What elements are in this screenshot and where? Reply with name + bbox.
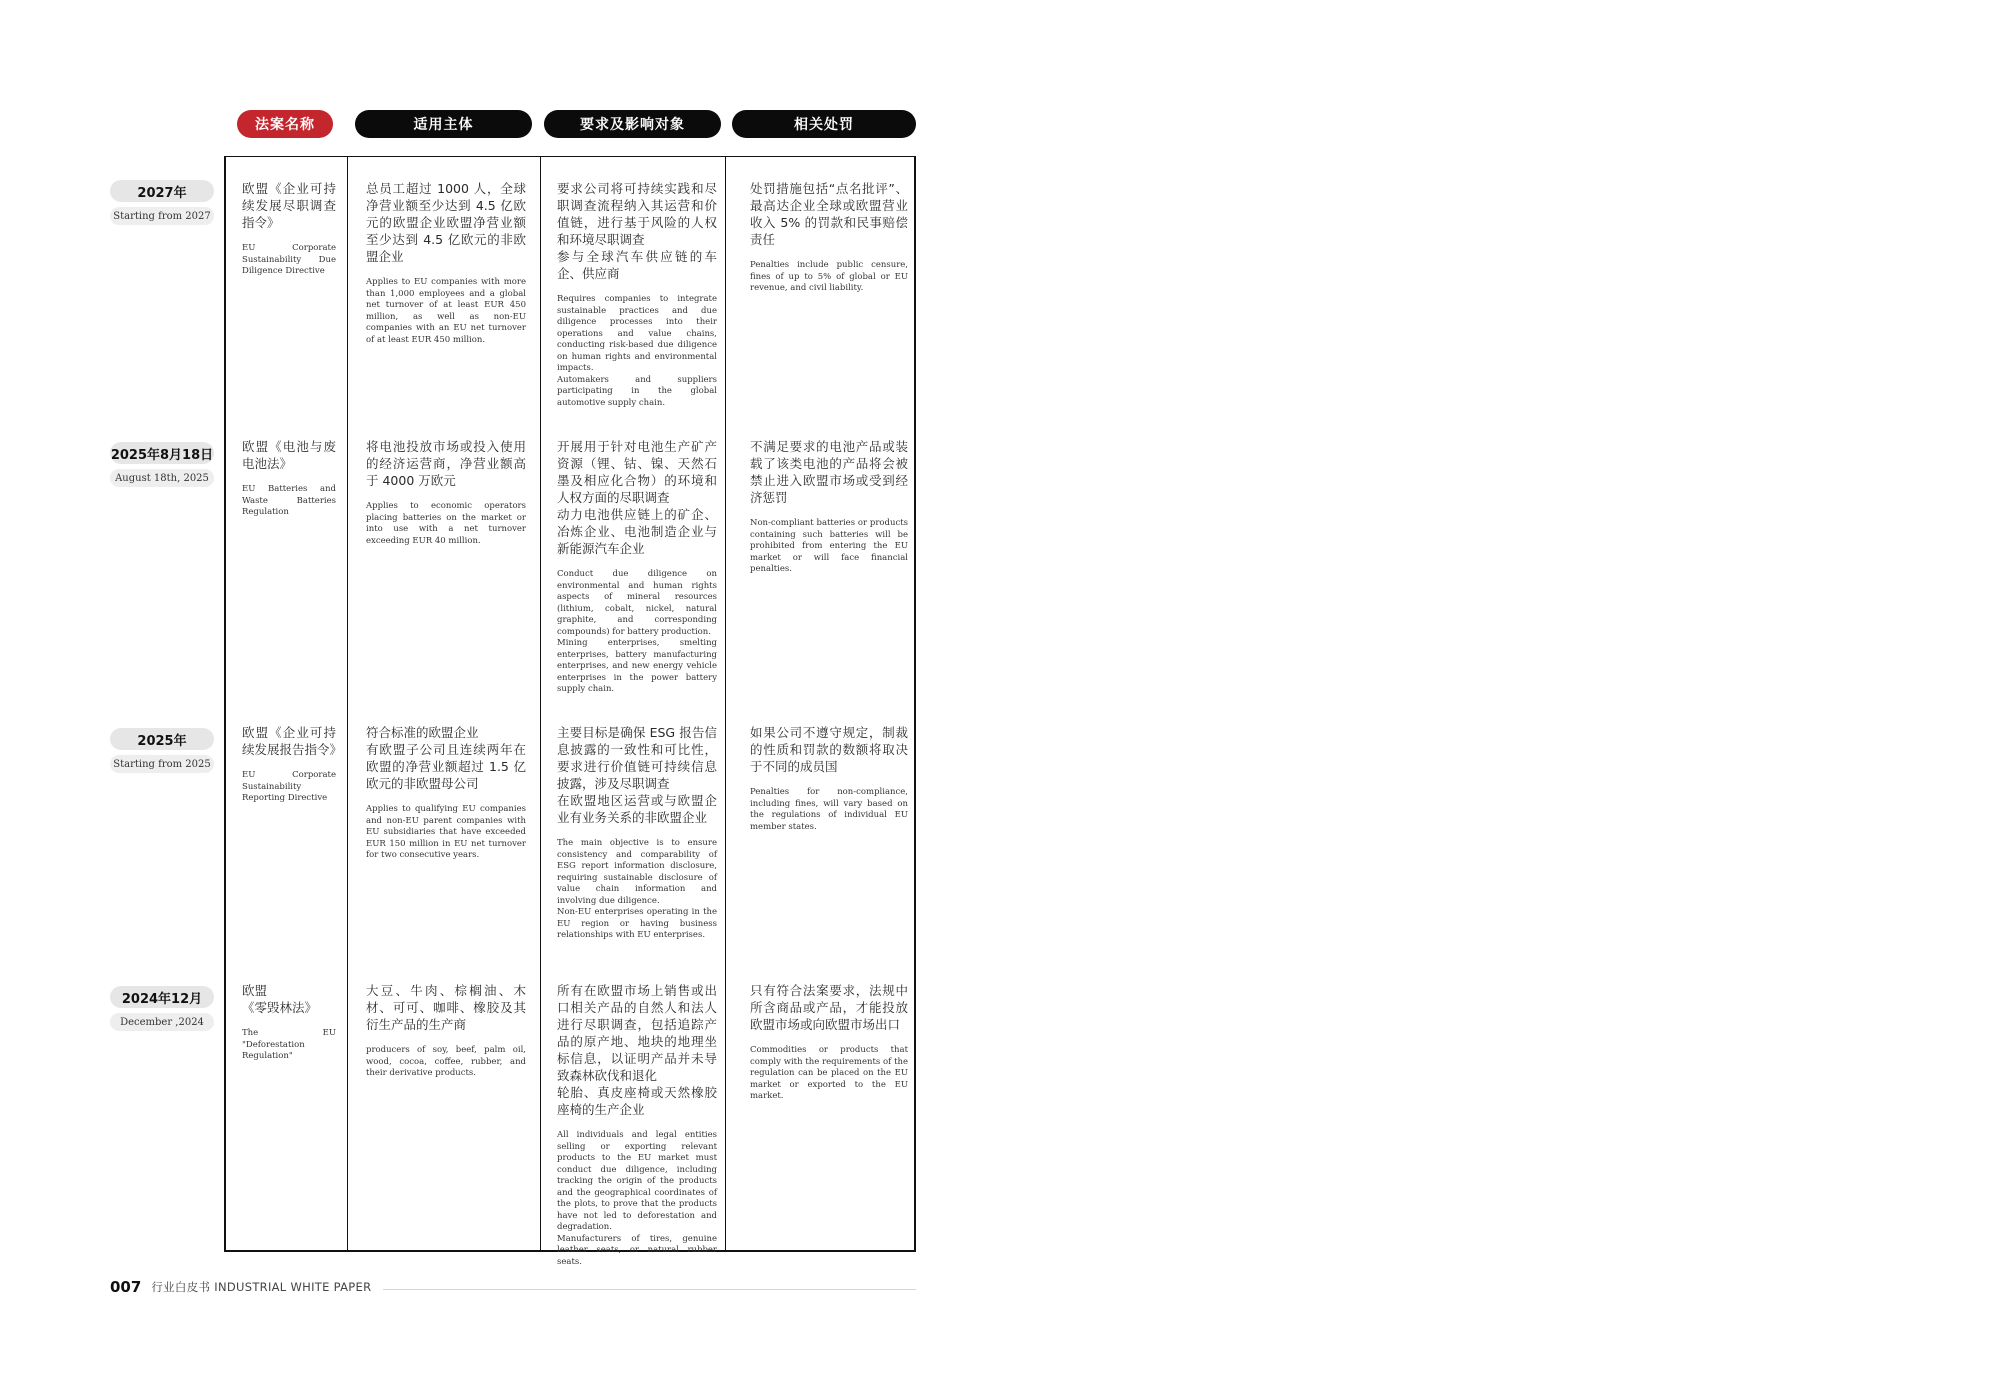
- law-name-zh: 欧盟《企业可持续发展报告指令》: [242, 725, 343, 757]
- penalty-cell: [750, 438, 908, 576]
- penalty-en: Penalties for non-compliance, including fines, will vary based on the regulations of individual EU member states.: [750, 787, 908, 832]
- requirements-cell: [557, 438, 717, 696]
- penalty-en: Commodities or products that comply with the requirements of the regulation can be placed on the EU market or exported to the EU market.: [750, 1045, 908, 1101]
- year-label: [110, 180, 214, 225]
- page-number: 007: [110, 1278, 142, 1296]
- penalty-cell: [750, 180, 908, 295]
- year-subtitle: Starting from 2025: [110, 755, 214, 773]
- penalty-cell: [750, 724, 908, 833]
- footer-title: 行业白皮书 INDUSTRIAL WHITE PAPER: [151, 1280, 372, 1294]
- requirements-cell: [557, 724, 717, 942]
- subject-zh: 将电池投放市场或投入使用的经济运营商，净营业额高于 4000 万欧元: [366, 439, 526, 488]
- year-subtitle: December ,2024: [110, 1013, 214, 1031]
- year-label: [110, 442, 214, 487]
- requirements-en: Requires companies to integrate sustainable practices and due diligence processes into their operations and value chains, conducting risk-based due diligence on human rights and environmental impacts. Automakers and suppliers participating in the global automotive supply chain.: [557, 294, 717, 408]
- requirements-zh: 主要目标是确保 ESG 报告信息披露的一致性和可比性，要求进行价值链可持续信息披露，涉及尽职调查 在欧盟地区运营或与欧盟企业有业务关系的非欧盟企业: [557, 725, 717, 825]
- column-divider: [540, 156, 541, 1252]
- law-name-zh: 欧盟《电池与废电池法》: [242, 439, 336, 471]
- subject-cell: [366, 724, 526, 862]
- header-law-name: 法案名称: [237, 110, 333, 138]
- law-name-en: EU Corporate Sustainability Reporting Directive: [242, 770, 336, 803]
- subject-en: Applies to economic operators placing batteries on the market or into use with a net turnover exceeding EUR 40 million.: [366, 501, 526, 546]
- requirements-en: The main objective is to ensure consistency and comparability of ESG report information disclosure, requiring sustainable disclosure of value chain information and involving due diligence. Non-EU enterprises operating in the EU region or having business relationships with EU enterprises.: [557, 838, 717, 940]
- penalty-en: Penalties include public censure, fines of up to 5% of global or EU revenue, and civil liability.: [750, 260, 908, 293]
- requirements-zh: 开展用于针对电池生产矿产资源（锂、钴、镍、天然石墨及相应化合物）的环境和人权方面的尽职调查 动力电池供应链上的矿企、冶炼企业、电池制造企业与新能源汽车企业: [557, 439, 717, 556]
- page-footer: [110, 1278, 371, 1296]
- requirements-zh: 要求公司将可持续实践和尽职调查流程纳入其运营和价值链，进行基于风险的人权和环境尽职调查 参与全球汽车供应链的车企、供应商: [557, 181, 717, 281]
- law-name-cell: [242, 982, 336, 1063]
- law-name-en: EU Batteries and Waste Batteries Regulation: [242, 484, 336, 517]
- law-name-cell: [242, 180, 336, 278]
- penalty-zh: 如果公司不遵守规定，制裁的性质和罚款的数额将取决于不同的成员国: [750, 725, 908, 774]
- requirements-zh: 所有在欧盟市场上销售或出口相关产品的自然人和法人进行尽职调查，包括追踪产品的原产地、地块的地理坐标信息，以证明产品并未导致森林砍伐和退化 轮胎、真皮座椅或天然橡胶座椅的生产企业: [557, 983, 717, 1117]
- subject-cell: [366, 180, 526, 346]
- penalty-en: Non-compliant batteries or products containing such batteries will be prohibited from entering the EU market or will face financial penalties.: [750, 518, 908, 574]
- requirements-cell: [557, 982, 717, 1268]
- subject-en: producers of soy, beef, palm oil, wood, cocoa, coffee, rubber, and their derivative products.: [366, 1045, 526, 1078]
- year-pill: 2027年: [110, 180, 214, 202]
- subject-zh: 大豆、牛肉、棕榈油、木材、可可、咖啡、橡胶及其衍生产品的生产商: [366, 983, 526, 1032]
- requirements-en: All individuals and legal entities selling or exporting relevant products to the EU market must conduct due diligence, including tracking the origin of the products and the geographical coordinates of the plots, to prove that the products have not led to deforestation and degradation. Manufacturers of tires, genuine leather seats, or natural rubber seats.: [557, 1130, 717, 1267]
- law-name-zh: 欧盟 《零毁林法》: [242, 983, 318, 1015]
- law-name-en: EU Corporate Sustainability Due Diligence Directive: [242, 243, 336, 276]
- penalty-zh: 处罚措施包括“点名批评”、最高达企业全球或欧盟营业收入 5% 的罚款和民事赔偿责任: [750, 181, 908, 247]
- year-label: [110, 986, 214, 1031]
- year-subtitle: August 18th, 2025: [110, 469, 214, 487]
- subject-zh: 总员工超过 1000 人，全球净营业额至少达到 4.5 亿欧元的欧盟企业欧盟净营业额至少达到 4.5 亿欧元的非欧盟企业: [366, 181, 526, 264]
- subject-en: Applies to EU companies with more than 1,000 employees and a global net turnover of at least EUR 450 million, as well as non-EU companies with an EU net turnover of at least EUR 450 million.: [366, 277, 526, 345]
- year-pill: 2025年: [110, 728, 214, 750]
- subject-en: Applies to qualifying EU companies and non-EU parent companies with EU subsidiaries that have exceeded EUR 150 million in EU net turnover for two consecutive years.: [366, 804, 526, 860]
- law-name-en: The EU "Deforestation Regulation": [242, 1028, 336, 1061]
- penalty-zh: 不满足要求的电池产品或装载了该类电池的产品将会被禁止进入欧盟市场或受到经济惩罚: [750, 439, 908, 505]
- column-divider: [347, 156, 348, 1252]
- requirements-en: Conduct due diligence on environmental and human rights aspects of mineral resources (lithium, cobalt, nickel, natural graphite, and corresponding compounds) for battery production. Mining enterprises, smelting enterprises, battery manufacturing enterprises, and new energy vehicle enterprises in the power battery supply chain.: [557, 569, 717, 694]
- column-divider: [725, 156, 726, 1252]
- subject-cell: [366, 438, 526, 547]
- year-label: [110, 728, 214, 773]
- requirements-cell: [557, 180, 717, 409]
- footer-divider: [383, 1289, 916, 1290]
- year-pill: 2024年12月: [110, 986, 214, 1008]
- subject-cell: [366, 982, 526, 1080]
- penalty-zh: 只有符合法案要求，法规中所含商品或产品，才能投放欧盟市场或向欧盟市场出口: [750, 983, 908, 1032]
- law-name-cell: [242, 724, 343, 805]
- header-penalty: 相关处罚: [732, 110, 916, 138]
- table-top-border: [224, 156, 916, 157]
- year-subtitle: Starting from 2027: [110, 207, 214, 225]
- subject-zh: 符合标准的欧盟企业 有欧盟子公司且连续两年在欧盟的净营业额超过 1.5 亿欧元的非欧盟母公司: [366, 725, 526, 791]
- law-name-cell: [242, 438, 336, 519]
- year-pill: 2025年8月18日: [110, 442, 214, 464]
- header-subject: 适用主体: [355, 110, 532, 138]
- header-requirements: 要求及影响对象: [544, 110, 721, 138]
- law-name-zh: 欧盟《企业可持续发展尽职调查指令》: [242, 181, 336, 230]
- penalty-cell: [750, 982, 908, 1103]
